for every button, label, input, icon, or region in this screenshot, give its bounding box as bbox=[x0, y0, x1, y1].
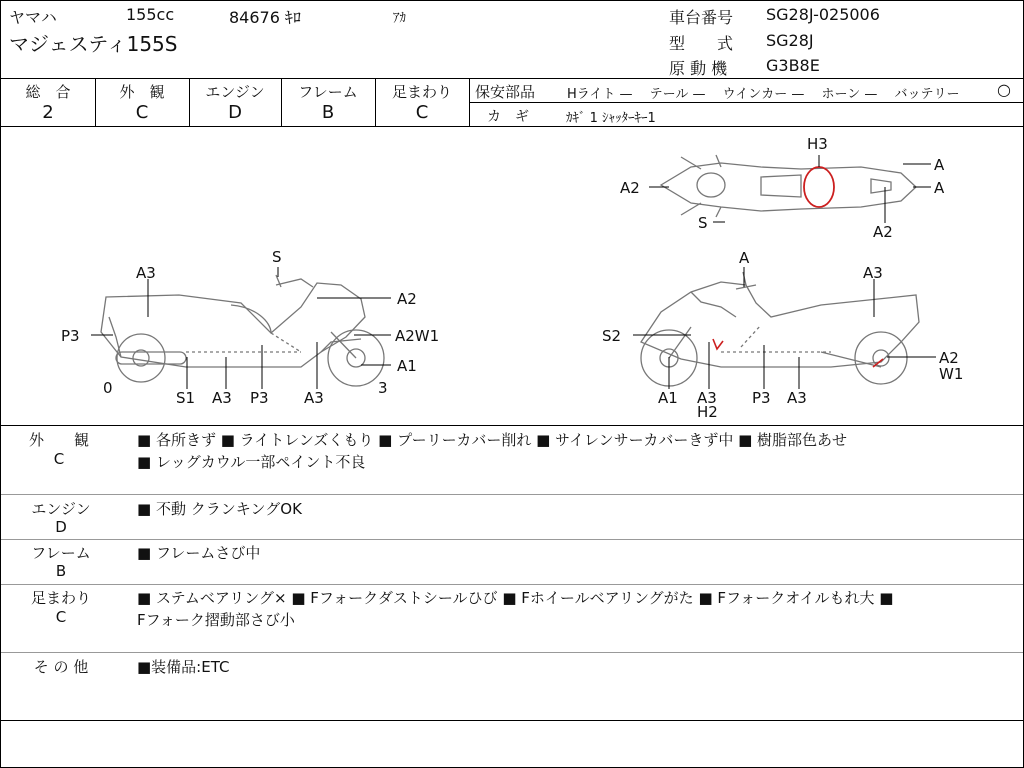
grade-label-frame: フレーム bbox=[298, 83, 358, 101]
section-exterior-title: 外 観 bbox=[28, 431, 89, 449]
diagram-label-top-h3: H3 bbox=[807, 135, 828, 153]
diagram-label-top-a2-front: A2 bbox=[620, 179, 640, 197]
section-engine-title: エンジン bbox=[31, 500, 91, 518]
diagram-label-right-a2: A2 bbox=[939, 349, 959, 367]
damage-mark-seat bbox=[804, 167, 834, 207]
key-label: カ ギ bbox=[487, 109, 529, 125]
damage-diagram bbox=[1, 127, 1023, 425]
grade-label-overall: 総 合 bbox=[25, 83, 71, 101]
section-suspension-line1: ■ ステムベアリング× ■ Fフォークダストシールひび ■ Fホイールベアリングがた ■ Fフォークオイルもれ大 ■ bbox=[137, 589, 894, 607]
section-frame-title: フレーム bbox=[31, 544, 91, 562]
diagram-label-right-s2: S2 bbox=[602, 327, 622, 345]
body-color: ｱｶ bbox=[393, 11, 406, 26]
section-exterior-line2: ■ レッグカウル一部ペイント不良 bbox=[137, 453, 366, 471]
diagram-label-left-a2: A2 bbox=[397, 290, 417, 308]
displacement: 155cc bbox=[126, 5, 175, 24]
divider bbox=[1, 425, 1023, 426]
section-other-title: そ の 他 bbox=[33, 658, 89, 676]
safety-label: 保安部品 bbox=[475, 83, 536, 101]
grade-value-overall: 2 bbox=[42, 102, 54, 123]
diagram-label-top-a-rear: A bbox=[934, 179, 945, 197]
diagram-label-left-p3-under: P3 bbox=[250, 389, 269, 407]
battery-ok-mark: ○ bbox=[997, 80, 1011, 99]
diagram-label-left-a3-front: A3 bbox=[304, 389, 324, 407]
section-suspension-line2: Fフォーク摺動部さび小 bbox=[137, 611, 295, 629]
divider bbox=[1, 720, 1023, 721]
divider bbox=[469, 102, 1023, 103]
scooter-right-view bbox=[641, 272, 919, 386]
frame-no-label: 車台番号 bbox=[669, 8, 734, 27]
maker: ヤマハ bbox=[9, 8, 57, 27]
diagram-label-left-a2w1: A2W1 bbox=[395, 327, 440, 345]
diagram-label-right-a3-floor: A3 bbox=[787, 389, 807, 407]
diagram-label-left-0: 0 bbox=[103, 379, 113, 397]
section-engine-grade: D bbox=[55, 518, 67, 536]
diagram-label-top-s: S bbox=[698, 214, 708, 232]
grade-value-frame: B bbox=[321, 102, 335, 123]
model-name: マジェスティ155S bbox=[9, 32, 178, 56]
diagram-label-left-s: S bbox=[272, 248, 282, 266]
section-frame-grade: B bbox=[55, 562, 67, 580]
diagram-label-right-a-mirror: A bbox=[739, 249, 750, 267]
grade-label-suspension: 足まわり bbox=[391, 83, 452, 101]
section-suspension-grade: C bbox=[55, 608, 67, 626]
diagram-label-left-a1: A1 bbox=[397, 357, 417, 375]
diagram-label-right-a3: A3 bbox=[697, 389, 717, 407]
grade-label-engine: エンジン bbox=[205, 83, 265, 101]
type-label: 型 式 bbox=[669, 34, 734, 53]
leader-lines bbox=[91, 155, 936, 389]
section-exterior-line1: ■ 各所きず ■ ライトレンズくもり ■ プーリーカバー削れ ■ サイレンサーカバーきず中 ■ 樹脂部色あせ bbox=[137, 431, 848, 449]
diagram-label-right-a3-rear: A3 bbox=[863, 264, 883, 282]
section-engine-line1: ■ 不動 クランキングOK bbox=[137, 500, 302, 518]
frame-no: SG28J-025006 bbox=[766, 5, 880, 24]
damage-mark-front bbox=[713, 339, 723, 349]
key-text: ｶｷﾞ 1 ｼｬｯﾀｰｷｰ1 bbox=[566, 111, 656, 126]
safety-items: Hライト — テール — ウインカー — ホーン — バッテリー bbox=[567, 87, 960, 102]
diagram-label-left-s1: S1 bbox=[176, 389, 196, 407]
diagram-label-left-a3-seat: A3 bbox=[136, 264, 156, 282]
engine-label: 原 動 機 bbox=[669, 59, 728, 78]
engine-value: G3B8E bbox=[766, 56, 820, 75]
type-value: SG28J bbox=[766, 31, 814, 50]
section-suspension-title: 足まわり bbox=[30, 589, 91, 607]
grade-value-engine: D bbox=[228, 102, 242, 123]
scooter-top-view bbox=[661, 155, 916, 217]
grade-label-exterior: 外 観 bbox=[119, 83, 165, 101]
diagram-label-right-a1: A1 bbox=[658, 389, 678, 407]
diagram-label-left-p3: P3 bbox=[61, 327, 80, 345]
scooter-left-view bbox=[101, 275, 384, 386]
diagram-label-left-a3-floor: A3 bbox=[212, 389, 232, 407]
grade-value-exterior: C bbox=[135, 102, 149, 123]
diagram-label-right-p3: P3 bbox=[752, 389, 771, 407]
diagram-label-left-3: 3 bbox=[378, 379, 388, 397]
diagram-label-top-a2-rear: A2 bbox=[873, 223, 893, 241]
mileage: 84676 ｷﾛ bbox=[229, 8, 301, 27]
grade-value-suspension: C bbox=[415, 102, 429, 123]
divider bbox=[1, 78, 1023, 79]
section-exterior-grade: C bbox=[53, 450, 65, 468]
section-frame-line1: ■ フレームさび中 bbox=[137, 544, 261, 562]
diagram-label-right-w1: W1 bbox=[939, 365, 964, 383]
diagram-label-right-h2: H2 bbox=[697, 403, 718, 421]
diagram-label-top-a-tail: A bbox=[934, 156, 945, 174]
section-other-line1: ■装備品:ETC bbox=[137, 658, 230, 676]
